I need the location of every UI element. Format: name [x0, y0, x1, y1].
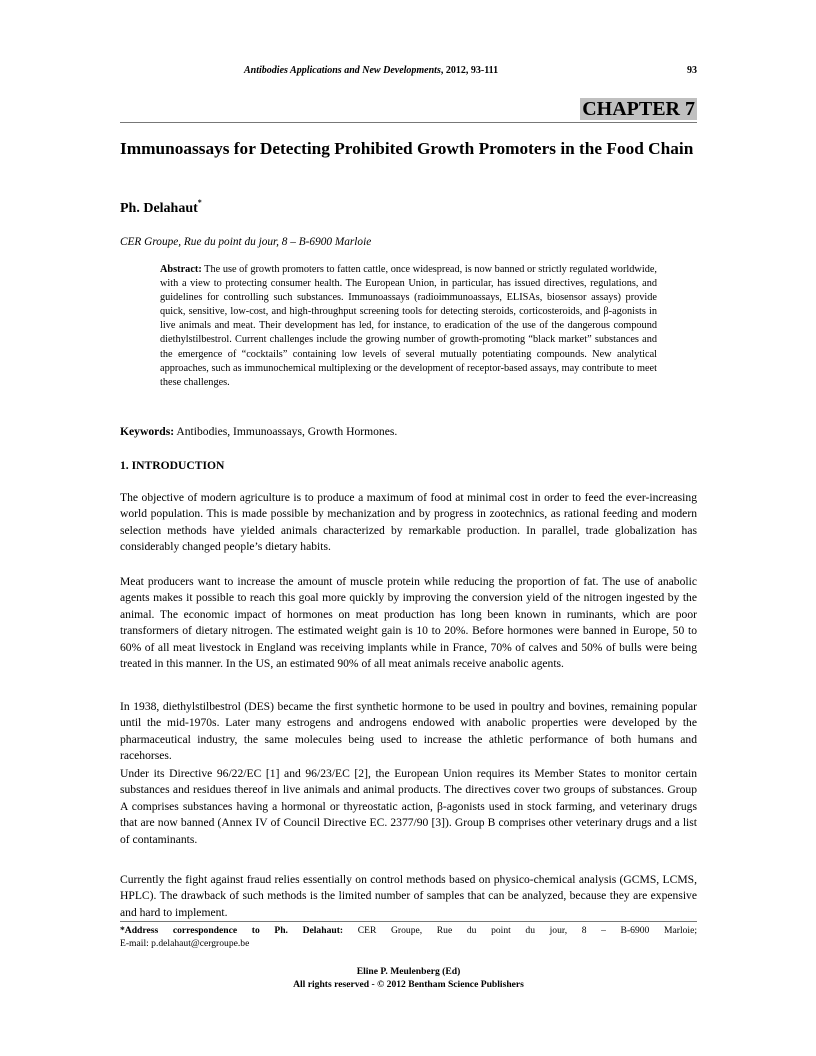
author-name: Ph. Delahaut: [120, 201, 198, 216]
footnote-address: CER Groupe, Rue du point du jour, 8 – B-6900 Marloie;: [343, 925, 697, 936]
chapter-title: Immunoassays for Detecting Prohibited Growth Promoters in the Food Chain: [120, 139, 694, 158]
copyright-notice: All rights reserved - © 2012 Bentham Science Publishers: [293, 978, 524, 990]
body-paragraph: In 1938, diethylstilbestrol (DES) became the first synthetic hormone to be used in poultry and bovines, remaining popular until the mid-1970s. Later many estrogens and androgens endowed with anabolic properties were developed by the pharmaceutical industry, the same molecules being used to increase the athletic performance of both humans and racehorses.: [120, 700, 697, 763]
chapter-label: CHAPTER 7: [582, 98, 695, 120]
body-paragraph: The objective of modern agriculture is to produce a maximum of food at minimal cost in order to feed the ever-increasing world population. This is made possible by mechanization and by progress in zootechnics, as rational feeding and modern selection methods have yielded animals characterized by remarkable production. In parallel, trade globalization has considerably changed people’s dietary habits.: [120, 491, 697, 554]
editor-credit: Eline P. Meulenberg (Ed): [356, 966, 461, 977]
footnote-address-line: [120, 925, 697, 938]
author: [120, 198, 202, 217]
abstract: [160, 263, 657, 390]
abstract-text: The use of growth promoters to fatten cattle, once widespread, is now banned or strictly regulated worldwide, with a view to protecting consumer health. The European Union, in particular, has issued directives, regulations, and guidelines for controlling such substances. Immunoassays (radioimmunoassays, ELISAs, biosensor assays) provide quick, sensitive, low-cost, and high-throughput screening tools for detecting steroids, corticosteroids, and β-agonists in live animals and meat. Their development has led, for instance, to eradication of the use of the dangerous compound diethylstilbestrol. Current challenges include the growing number of growth-promoting “black market” substances and the emergence of “cocktails” containing low levels of several mutually potentiating compounds. New analytical approaches, such as immunochemical multiplexing or the development of receptor-based assays, may contribute to meet these challenges.: [160, 264, 657, 388]
journal-details: , 2012, 93-111: [440, 65, 499, 76]
body-paragraph: Under its Directive 96/22/EC [1] and 96/23/EC [2], the European Union requires its Member States to monitor certain substances and residues thereof in live animals and animal products. The directives cover two groups of substances. Group A comprises substances having a hormonal or thyreostatic action, β-agonists used in stock farming, and veterinary drugs that are now banned (Annex IV of Council Directive EC. 2377/90 [3]). Group B comprises other veterinary drugs and a list of contaminants.: [120, 767, 697, 846]
affiliation: CER Groupe, Rue du point du jour, 8 – B-6900 Marloie: [120, 236, 372, 248]
publisher-block: [120, 966, 697, 991]
footnote: [120, 925, 697, 950]
journal-citation: [244, 65, 498, 76]
body-paragraph: Currently the fight against fraud relies essentially on control methods based on physico-chemical analysis (GCMS, LCMS, HPLC). The drawback of such methods is the limited number of samples that can be analyzed, because they are expensive and hard to implement.: [120, 873, 697, 919]
abstract-label: Abstract:: [160, 264, 202, 275]
page-number: 93: [687, 65, 697, 76]
journal-title: Antibodies Applications and New Developments: [244, 65, 441, 76]
keywords-text: Antibodies, Immunoassays, Growth Hormones.: [174, 425, 398, 438]
chapter-header: [120, 98, 697, 123]
author-footnote-marker: *: [197, 198, 202, 207]
footnote-email: E-mail: p.delahaut@cergroupe.be: [120, 937, 250, 949]
footnote-label: *Address correspondence to Ph. Delahaut:: [120, 925, 344, 936]
keywords: [120, 425, 397, 438]
body-paragraph: Meat producers want to increase the amount of muscle protein while reducing the proportion of fat. The use of anabolic agents makes it possible to reach this goal more quickly by improving the conversion yield of the nitrogen ingested by the animal. The economic impact of hormones on meat production has long been known in ruminants, which are poor transformers of dietary nitrogen. The estimated weight gain is 10 to 20%. Before hormones were banned in Europe, 50 to 60% of all meat livestock in England was receiving implants while in France, 70% of calves and 50% of bulls were being treated in this manner. In the US, an estimated 90% of all meat animals receive anabolic agents.: [120, 575, 697, 671]
keywords-label: Keywords:: [120, 425, 175, 438]
footnote-divider: [120, 921, 697, 922]
section-heading: 1. INTRODUCTION: [120, 459, 225, 472]
